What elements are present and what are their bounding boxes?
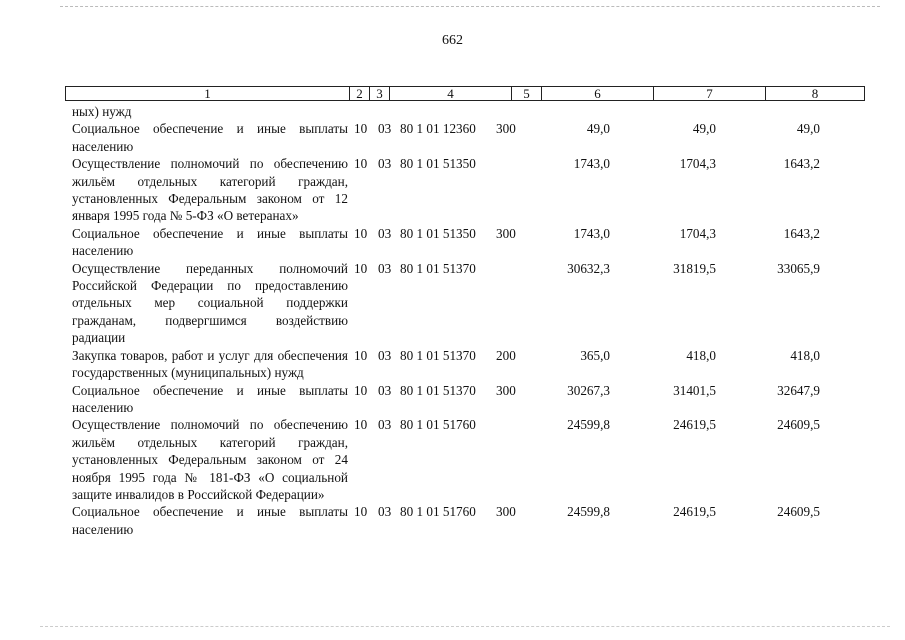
cell-target-code: 80 1 01 51370	[400, 347, 476, 363]
cell-value-6: 24599,8	[567, 504, 610, 520]
table-row	[72, 225, 872, 260]
table-row	[72, 416, 872, 503]
cell-value-8: 33065,9	[777, 260, 820, 276]
table-row	[72, 155, 872, 225]
cell-name: Социальное обеспечение и иные выплаты населению	[72, 225, 348, 259]
cell-value-8: 418,0	[790, 347, 820, 363]
cell-name: Социальное обеспечение и иные выплаты населению	[72, 121, 348, 154]
table-row	[72, 260, 872, 347]
cell-value-6	[526, 103, 610, 120]
cell-expense-type	[496, 416, 526, 503]
cell-value-6: 49,0	[586, 121, 610, 137]
cell-target-code: 80 1 01 51350	[400, 225, 476, 241]
table-header	[65, 86, 865, 101]
cell-expense-type: 200	[496, 347, 516, 363]
scan-edge-top	[60, 6, 880, 7]
cell-value-8: 32647,9	[777, 382, 820, 398]
cell-target-code: 80 1 01 51760	[400, 417, 476, 433]
cell-value-8: 1643,2	[783, 225, 820, 241]
cell-subsection	[378, 103, 400, 120]
cell-section: 10	[354, 156, 368, 172]
header-col-1: 1	[66, 87, 350, 100]
cell-name: Осуществление переданных полномочий Российской Федерации по предоставлению отдельных мер социальной поддержки гражданам, подвергшимся воздействию радиации	[72, 260, 348, 346]
cell-subsection: 03	[378, 504, 392, 520]
header-col-6: 6	[542, 87, 654, 100]
header-col-7: 7	[654, 87, 766, 100]
cell-target-code: 80 1 01 51370	[400, 382, 476, 398]
cell-value-8: 24609,5	[777, 417, 820, 433]
cell-expense-type	[496, 155, 526, 225]
cell-section: 10	[354, 417, 368, 433]
cell-target-code: 80 1 01 51350	[400, 156, 476, 172]
cell-name: ных) нужд	[72, 104, 132, 119]
cell-value-8: 24609,5	[777, 504, 820, 520]
cell-name: Социальное обеспечение и иные выплаты населению	[72, 504, 348, 537]
cell-value-7: 31401,5	[673, 382, 716, 398]
cell-name: Закупка товаров, работ и услуг для обеспечения государственных (муниципальных) нужд	[72, 347, 348, 381]
cell-name: Социальное обеспечение и иные выплаты населению	[72, 382, 348, 415]
cell-value-6: 30267,3	[567, 382, 610, 398]
cell-name: Осуществление полномочий по обеспечению жильём отдельных категорий граждан, установленных Федеральным законом от 12 января 1995 года № 5-ФЗ «О ветеранах»	[72, 156, 348, 224]
table-row	[72, 120, 872, 155]
header-col-5: 5	[512, 87, 542, 100]
cell-value-6: 365,0	[580, 347, 610, 363]
cell-section: 10	[354, 504, 368, 520]
cell-value-6: 1743,0	[573, 156, 610, 172]
table-row	[72, 382, 872, 417]
cell-subsection: 03	[378, 260, 392, 276]
cell-subsection: 03	[378, 417, 392, 433]
cell-value-7: 1704,3	[679, 225, 716, 241]
cell-target-code	[400, 103, 496, 120]
table-row	[72, 103, 872, 120]
cell-value-8: 1643,2	[783, 156, 820, 172]
table-body	[72, 103, 872, 538]
cell-expense-type: 300	[496, 382, 516, 398]
cell-section: 10	[354, 382, 368, 398]
cell-expense-type: 300	[496, 504, 516, 520]
cell-value-7	[610, 103, 716, 120]
table-row	[72, 347, 872, 382]
cell-value-7: 49,0	[692, 121, 716, 137]
cell-value-6: 30632,3	[567, 260, 610, 276]
header-col-3: 3	[370, 87, 390, 100]
cell-subsection: 03	[378, 121, 392, 137]
cell-expense-type	[496, 260, 526, 347]
cell-section: 10	[354, 225, 368, 241]
cell-target-code: 80 1 01 51370	[400, 260, 476, 276]
cell-subsection: 03	[378, 382, 392, 398]
table-row	[72, 503, 872, 538]
cell-section: 10	[354, 347, 368, 363]
cell-value-6: 24599,8	[567, 417, 610, 433]
cell-value-7: 1704,3	[679, 156, 716, 172]
cell-subsection: 03	[378, 347, 392, 363]
cell-value-7: 418,0	[686, 347, 716, 363]
cell-value-7: 31819,5	[673, 260, 716, 276]
header-col-4: 4	[390, 87, 512, 100]
cell-subsection: 03	[378, 225, 392, 241]
cell-target-code: 80 1 01 51760	[400, 504, 476, 520]
cell-subsection: 03	[378, 156, 392, 172]
cell-value-8: 49,0	[796, 121, 820, 137]
cell-expense-type: 300	[496, 121, 516, 137]
header-col-2: 2	[350, 87, 370, 100]
cell-section	[348, 103, 378, 120]
cell-expense-type: 300	[496, 225, 516, 241]
cell-value-8	[716, 103, 820, 120]
cell-target-code: 80 1 01 12360	[400, 121, 476, 137]
cell-expense-type	[496, 103, 526, 120]
cell-section: 10	[354, 121, 368, 137]
scan-edge-bottom	[40, 626, 890, 627]
page-number: 662	[442, 33, 463, 48]
cell-section: 10	[354, 260, 368, 276]
cell-value-6: 1743,0	[573, 225, 610, 241]
header-col-8: 8	[811, 86, 819, 101]
cell-value-7: 24619,5	[673, 504, 716, 520]
cell-name: Осуществление полномочий по обеспечению жильём отдельных категорий граждан, установленных Федеральным законом от 24 ноября 1995 года № 181-ФЗ «О социальной защите инвалидов в Российской Федерации»	[72, 417, 348, 502]
cell-value-7: 24619,5	[673, 417, 716, 433]
